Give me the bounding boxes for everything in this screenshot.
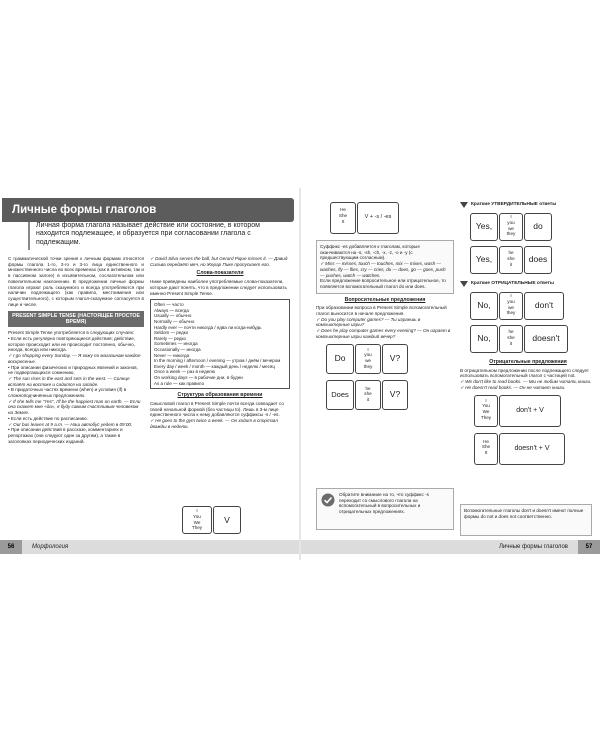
pronoun-puzzle-piece: [330, 202, 356, 234]
negative-example: ✓ He doesn't read books. — Он не читает книги.: [460, 384, 566, 390]
doesnt-label: doesn't: [532, 333, 560, 344]
bullet-item: ✓ If she tells me "Yes", I'll be the happiest man on earth. — Если она скажет мне «да», я буду самым счастливым человеком на Земле.: [8, 398, 141, 416]
yes-label: Yes,: [475, 254, 493, 265]
bullet-item: ✓ Our bus leaves at 9 a.m. — Наш автобус уедет в 09:00.: [8, 421, 133, 427]
questions-heading: Вопросительные предложения: [344, 296, 426, 303]
do-label: do: [533, 221, 543, 232]
negative-puzzles: [460, 395, 596, 467]
negative-text: В отрицательном предложении после подлежащего следует использовать вспомогательный глагол с частицей not.: [460, 367, 589, 379]
marker-row: As a rule — как правило: [154, 380, 205, 386]
short-negative-label: Краткие ОТРИЦАТЕЛЬНЫЕ ответы: [471, 281, 554, 287]
no-label: No,: [477, 300, 491, 311]
answer-puzzle-piece: [470, 246, 498, 274]
pronoun-puzzle-piece: [474, 395, 498, 427]
does-label: does: [528, 254, 548, 265]
answer-puzzle-piece: [470, 292, 498, 320]
no-label: No,: [477, 333, 491, 344]
pronoun: I: [196, 508, 198, 513]
aux-puzzle-piece: [524, 213, 552, 241]
answer-puzzle-piece: [470, 325, 498, 353]
page-number: 57: [578, 540, 600, 554]
verb-puzzle-piece: [382, 380, 408, 410]
bullet-item: • В придаточных частях времени (when) и условия (if) в сложноподчинённых предложениях.: [8, 387, 127, 399]
pronoun: I: [367, 346, 369, 352]
tense-intro: Present Simple Tense употребляется в следующих случаях:: [8, 330, 135, 336]
suffix-tail: Если предложение вопросительное или отрицательное, то появляется вспомогательный глагол do или does.: [320, 278, 446, 289]
verb-puzzle-piece: [382, 344, 408, 374]
pronoun: we: [508, 304, 514, 310]
page-number: 56: [0, 540, 22, 554]
right-page: [300, 188, 600, 560]
right-column-2: [460, 202, 596, 467]
question-puzzles: [316, 344, 454, 414]
marker-row: Usually — обычно: [154, 313, 192, 319]
pronoun: she: [364, 391, 372, 397]
suffix-examples: ✓ Miss — misses, touch — touches, mix — mixes, wash — washes, fly — flies, cry — cries, do — does, go — goes, push — pushes, watch — watches.: [320, 261, 446, 278]
marker-row: Sometimes — иногда: [154, 341, 198, 347]
aux-puzzle-piece: [524, 246, 552, 274]
pronoun: she: [507, 255, 515, 261]
pronoun: it: [366, 397, 370, 403]
left-column-1: [8, 256, 144, 444]
structure-example: ✓ He goes to the gym twice a week. — Он ходит в спортзал дважды в неделю.: [150, 417, 278, 429]
verb-question: V?: [389, 388, 401, 399]
negative-example: ✓ We don't like to read books. — Мы не любим читать книги.: [460, 379, 592, 385]
pronoun: you: [364, 352, 372, 358]
pronoun: We: [482, 409, 490, 415]
pronoun: You: [193, 513, 201, 519]
pronoun: You: [482, 403, 490, 409]
questions-example: ✓ Do you play computer games? — Ты играешь в компьютерные игры?: [316, 316, 421, 328]
full-forms-note: [460, 504, 592, 536]
pronoun-puzzle-piece: [499, 325, 523, 353]
right-footer: [300, 540, 600, 554]
pronoun: we: [508, 225, 514, 231]
left-page: [0, 188, 300, 560]
example-text: ✓ David Silva serves the ball, but Gerard Pique misses it. — Давид Сильва передаёт мяч, но Жерар Пике пропускает его.: [150, 256, 288, 267]
formula-dont: don't + V: [516, 406, 544, 414]
short-negative-puzzles: [460, 290, 596, 356]
short-positive-puzzles: [460, 211, 596, 277]
pronoun-puzzle-piece: [182, 506, 212, 534]
aux-puzzle-piece: [524, 292, 564, 320]
yes-label: Yes,: [475, 221, 493, 232]
pronoun: It: [484, 450, 488, 456]
markers-intro: Ниже приведены наиболее употребляемые слова-показатели, которые дают понять, что в предложении следует использовать именно Present Simple Tense.: [150, 279, 287, 296]
aux-puzzle-piece: [524, 325, 568, 353]
markers-heading: Слова-показатели: [196, 270, 244, 277]
formula-puzzle-piece: [499, 433, 565, 465]
pronoun-puzzle-piece: [474, 433, 498, 465]
pronoun: He: [340, 207, 346, 212]
bullet-item: ✓ The sun rises in the east and sets in the west. — Солнце встаёт на востоке и садится на западе.: [8, 375, 130, 387]
pronoun-puzzle-piece: [355, 344, 381, 374]
verb-label: V: [224, 515, 230, 525]
marker-row: Always — всегда: [154, 307, 189, 313]
marker-row: Once a week — раз в неделю: [154, 369, 216, 375]
dont-label: don't: [534, 300, 554, 311]
footer-section: Личные формы глаголов: [498, 544, 568, 550]
verb-suffix-label: V + -s / -es: [364, 214, 392, 221]
marker-row: Normally — обычно: [154, 319, 195, 324]
checkmark-icon: [321, 493, 335, 507]
book-gutter: [299, 188, 301, 560]
marker-row: Never — никогда: [154, 352, 190, 358]
pronoun-puzzle-piece: [355, 380, 381, 410]
pronoun: I: [510, 293, 512, 298]
aux-puzzle-piece: [326, 380, 354, 410]
pronoun: it: [509, 340, 513, 346]
short-positive-heading: [460, 202, 596, 208]
bullet-item: • Если есть регулярно повторяющиеся действия; действие, которое происходит или не происходит постоянно, обычно, иногда, всегда или никогда.: [8, 336, 136, 353]
markers-table: [150, 299, 290, 389]
footer-section: Морфология: [32, 544, 69, 550]
pronoun: it: [509, 261, 513, 267]
left-column-2: [150, 256, 290, 429]
pronoun: He: [483, 438, 489, 444]
marker-row: Often — часто: [154, 302, 184, 308]
pronoun: They: [191, 525, 203, 531]
third-person-puzzle: [316, 202, 454, 236]
marker-row: Occasionally — иногда: [154, 346, 201, 352]
formula-doesnt: doesn't + V: [514, 444, 550, 452]
pronoun: they: [363, 363, 373, 369]
pronoun: She: [338, 212, 348, 218]
marker-row: Every day / week / month — каждый день / неделю / месяц: [154, 363, 275, 369]
attention-note: [316, 488, 454, 530]
left-footer: [0, 540, 300, 554]
answer-puzzle-piece: [470, 213, 498, 241]
pronoun-puzzle-piece: [499, 213, 523, 241]
verb-question: V?: [389, 352, 401, 363]
pronoun: We: [193, 519, 201, 525]
full-forms-text: Вспомогательные глаголы don't и doesn't имеют полные формы do not и does not соответственно.: [464, 508, 584, 519]
bullet-item: • При описании физических и природных явлений и законов, не подвергающихся сомнению.: [8, 364, 138, 376]
chevron-down-icon: [460, 202, 468, 208]
aux-does: Does: [331, 389, 349, 399]
pronoun-puzzle-piece: [499, 246, 523, 274]
aux-puzzle-piece: [326, 344, 354, 374]
aux-do: Do: [334, 352, 346, 363]
chapter-title: Личные формы глаголов: [12, 204, 157, 216]
pronoun: you: [507, 298, 515, 304]
pronoun: It: [341, 218, 345, 224]
pronoun-puzzle-piece: [499, 292, 523, 320]
pronoun: I: [510, 214, 512, 219]
questions-example: ✓ Does he play computer games every evening? — Он играет в компьютерные игры каждый вечер?: [316, 328, 451, 339]
pronoun: They: [480, 414, 492, 420]
pronoun: you: [507, 219, 515, 225]
definition-text: Личная форма глагола называет действие или состояние, в котором находится подлежащее, и образуется при согласовании глагола с подлежащим.: [36, 222, 260, 246]
pronoun: he: [508, 250, 514, 255]
bullet-item: • Если есть действие по расписанию.: [8, 415, 88, 421]
pronoun: we: [365, 358, 371, 364]
formula-puzzle-piece: [499, 395, 561, 427]
short-positive-label: Краткие УТВЕРДИТЕЛЬНЫЕ ответы: [471, 202, 557, 208]
suffix-rule: Суффикс -es добавляется к глаголам, которые оканчиваются на -s, -sh, -ch, -x, -z, -o и -y (с предшествующим согласным).: [320, 244, 420, 261]
attention-text: Обратите внимание на то, что суффикс -s переходит со смыслового глагола на вспомогательный в вопросительных и отрицательных предложениях.: [339, 492, 429, 515]
tense-badge: PRESENT SIMPLE TENSE (НАСТОЯЩЕЕ ПРОСТОЕ ВРЕМЯ): [8, 311, 144, 327]
questions-text: При образовании вопроса в Present Simple вспомогательный глагол выносится в начале предложения.: [316, 305, 447, 317]
bullet-item: • При описании действий в рассказе, комментариях и репортажах (они следуют один за другим), а также в заголовках периодических изданий.: [8, 427, 123, 444]
pronoun: they: [506, 310, 516, 316]
marker-row: Rarely — редко: [154, 335, 187, 341]
intro-paragraph: С грамматической точки зрения к личным формам относятся формы глагола 1-го, 2-го и 3-го лица единственного и множественного числа во всех временах (как в активном, так и в пассивном залоге) в изъявительном, сослагательном или повелительном наклонении. В предложении личные формы глагола играют роль сказуемого и всегда употребляются при наличии подлежащего (как правило, местоимения или существительного), с которым глагол-сказуемое согласуется в лице и числе.: [8, 256, 144, 307]
pronoun: I: [485, 397, 487, 403]
pronoun: they: [506, 231, 516, 237]
structure-heading: Структура образования времени: [177, 392, 263, 399]
definition-box: [28, 222, 294, 250]
verb-puzzle-piece: [357, 202, 399, 234]
verb-puzzle-piece: [213, 506, 241, 534]
bullet-item: ✓ I go shopping every Sunday. — Я хожу по магазинам каждое воскресенье.: [8, 353, 141, 364]
marker-row: In the morning / afternoon / evening — утром / днём / вечером: [154, 358, 281, 364]
marker-row: On working days — в рабочие дни, в будни: [154, 374, 243, 380]
marker-row: Seldom — редко: [154, 330, 189, 336]
pronoun: he: [508, 329, 514, 334]
pronoun: She: [481, 444, 491, 450]
chapter-title-bar: [2, 198, 294, 222]
right-column-1: [316, 202, 454, 414]
chevron-down-icon: [460, 281, 468, 287]
negative-heading: Отрицательные предложения: [489, 359, 567, 365]
short-negative-heading: [460, 281, 596, 287]
pronoun: he: [365, 385, 371, 391]
marker-row: Hardly ever — почти никогда / едва ли когда-нибудь: [154, 324, 262, 330]
suffix-note: [316, 240, 454, 294]
structure-text: Смысловой глагол в Present Simple почти всегда совпадает со своей начальной формой (без частицы to). Лишь в 3-м лице единственного числа к нему добавляются суффиксы -s / -es.: [150, 400, 284, 418]
pronoun: she: [507, 334, 515, 340]
